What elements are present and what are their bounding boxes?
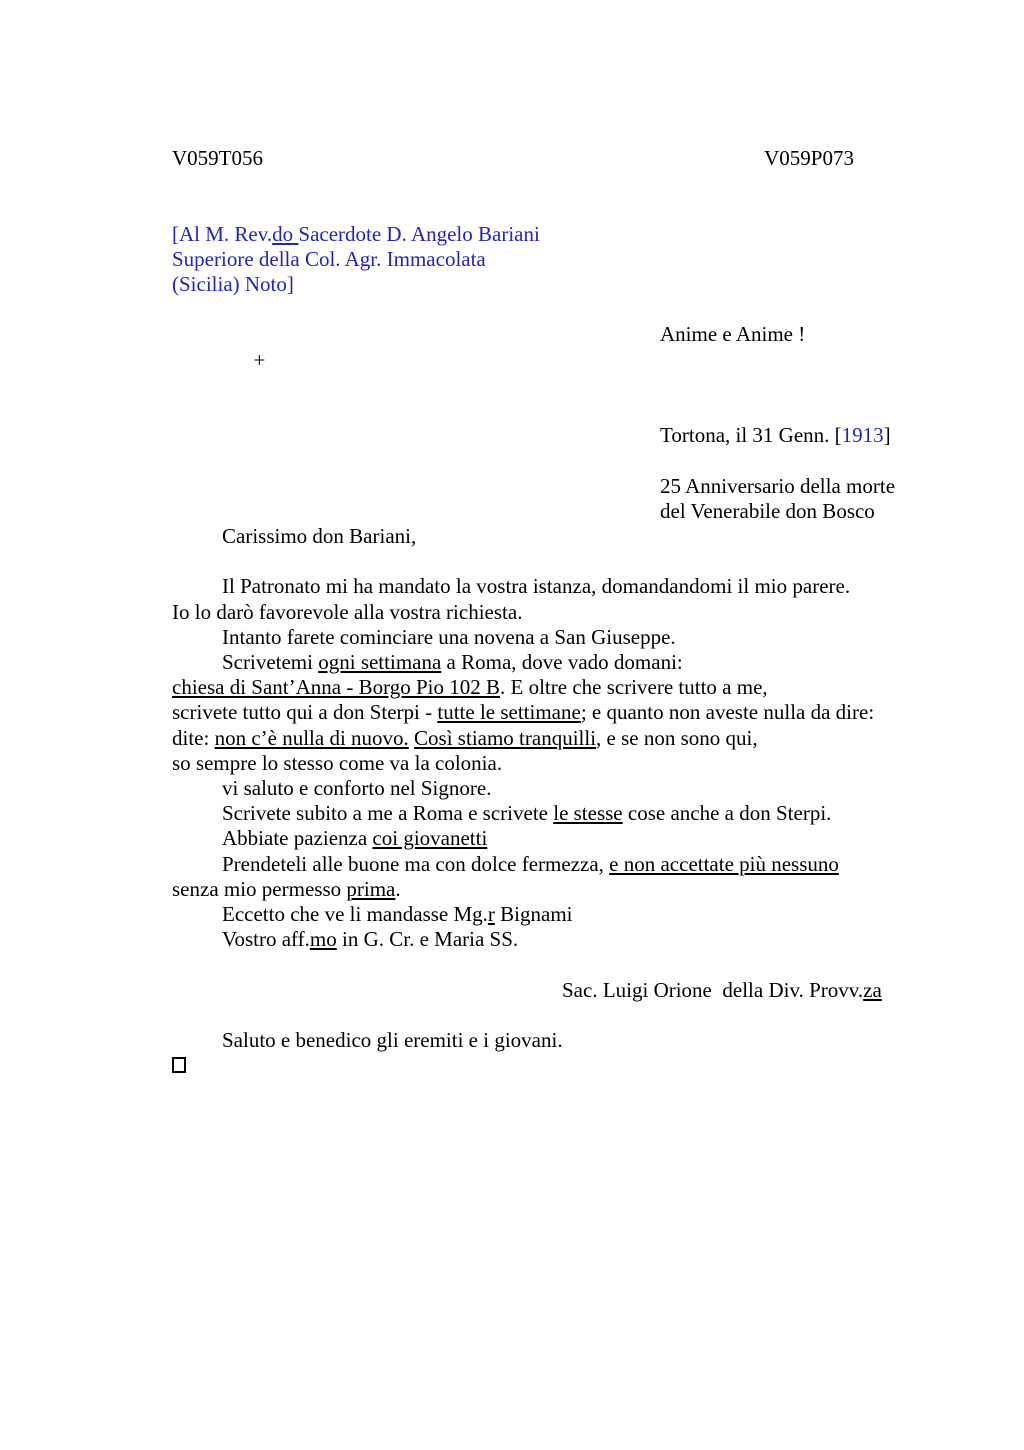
cross-symbol: + <box>253 347 266 372</box>
letter-line <box>172 650 854 675</box>
empty-checkbox-icon <box>172 1057 186 1073</box>
address-line <box>172 272 854 297</box>
checkbox-row <box>172 1054 854 1079</box>
text-run: e non accettate più nessuno <box>609 851 839 876</box>
text-run: . <box>395 876 401 901</box>
cross-motto-row <box>172 322 854 423</box>
letter-line <box>172 600 854 625</box>
text-run: [Al M. Rev. <box>172 221 273 246</box>
letter-body <box>172 574 875 952</box>
text-run: Intanto farete cominciare una novena a San Giuseppe. <box>222 624 676 649</box>
text-run: senza mio permesso <box>172 876 347 901</box>
text-run: Superiore della Col. Agr. Immacolata <box>172 246 486 271</box>
archive-code-left: V059T056 <box>172 146 263 170</box>
text-run: mo <box>309 927 337 952</box>
letter-line <box>172 700 875 725</box>
text-run: do <box>272 221 299 246</box>
letter-line <box>172 726 854 751</box>
letter-line <box>172 751 854 776</box>
text-run: . E oltre che scrivere tutto a me, <box>500 675 768 700</box>
text-run: Eccetto che ve li mandasse Mg. <box>222 902 488 927</box>
postscript-line: Saluto e benedico gli eremiti e i giovani. <box>222 1028 563 1053</box>
text-run: non c’è nulla di nuovo. <box>214 725 409 750</box>
text-run: tutte le settimane <box>437 700 581 725</box>
text-run: Il Patronato mi ha mandato la vostra istanza, domandandomi il mio parere. <box>222 574 851 599</box>
letter-line <box>172 574 854 599</box>
text-run: Scrivete subito a me a Roma e scrivete <box>222 801 554 826</box>
text-run: dite: <box>172 725 215 750</box>
text-run: prima <box>346 876 396 901</box>
text-run: Bignami <box>494 902 573 927</box>
text-run: chiesa di Sant’Anna - Borgo Pio 102 B <box>172 675 501 700</box>
text-run: Tortona, il 31 Genn. [ <box>660 423 842 448</box>
letter-content <box>172 146 896 1079</box>
text-run: Scrivetemi <box>222 650 319 674</box>
text-run: le stesse <box>553 801 623 826</box>
letter-line <box>172 625 854 650</box>
occasion-line-1: 25 Anniversario della morte <box>660 473 896 498</box>
text-run: (Sicilia) Noto] <box>172 272 294 296</box>
text-run: ogni settimana <box>318 650 442 674</box>
archive-codes-row <box>172 146 854 171</box>
text-run: ; e quanto non aveste nulla da dire: <box>580 700 875 725</box>
text-run: Sac. Luigi Orione della Div. Provv. <box>562 977 864 1002</box>
text-run: ] <box>883 423 891 448</box>
text-run: Io lo darò favorevole alla vostra richiesta. <box>172 599 523 624</box>
letter-line <box>172 852 854 877</box>
letter-line <box>172 675 854 700</box>
text-run: so sempre lo stesso come va la colonia. <box>172 750 503 775</box>
text-run: scrivete tutto qui a don Sterpi - <box>172 700 438 725</box>
dateline <box>172 423 891 448</box>
text-run: a Roma, dove vado domani: <box>441 650 683 674</box>
letter-line <box>172 902 854 927</box>
text-run: Così stiamo tranquilli <box>414 725 597 750</box>
letter-line <box>172 801 854 826</box>
text-run: Prendeteli alle buone ma con dolce fermezza, <box>222 851 610 876</box>
text-run: 1913 <box>841 423 884 448</box>
text-run: vi saluto e conforto nel Signore. <box>222 776 492 801</box>
text-run: za <box>863 977 882 1002</box>
letter-line <box>172 877 854 902</box>
address-line <box>172 222 854 247</box>
archive-code-right: V059P073 <box>764 146 854 170</box>
text-run: , e se non sono qui, <box>596 725 758 750</box>
salutation: Carissimo don Bariani, <box>222 524 417 548</box>
text-run: cose anche a don Sterpi. <box>622 801 832 826</box>
signature-line <box>172 977 882 1003</box>
letter-line <box>172 776 854 801</box>
text-run: Abbiate pazienza <box>222 826 373 851</box>
address-line <box>172 247 854 272</box>
text-run: coi giovanetti <box>372 826 488 851</box>
text-run: in G. Cr. e Maria SS. <box>336 927 519 952</box>
letter-line <box>172 826 854 851</box>
letter-line <box>172 927 854 952</box>
text-run: r <box>487 902 495 927</box>
occasion-line-2: del Venerabile don Bosco <box>660 498 875 523</box>
text-run: Sacerdote D. Angelo Bariani <box>298 221 540 246</box>
recipient-address-block <box>172 222 854 298</box>
text-run: Vostro aff. <box>222 927 310 952</box>
motto-text: Anime e Anime ! <box>660 322 806 347</box>
